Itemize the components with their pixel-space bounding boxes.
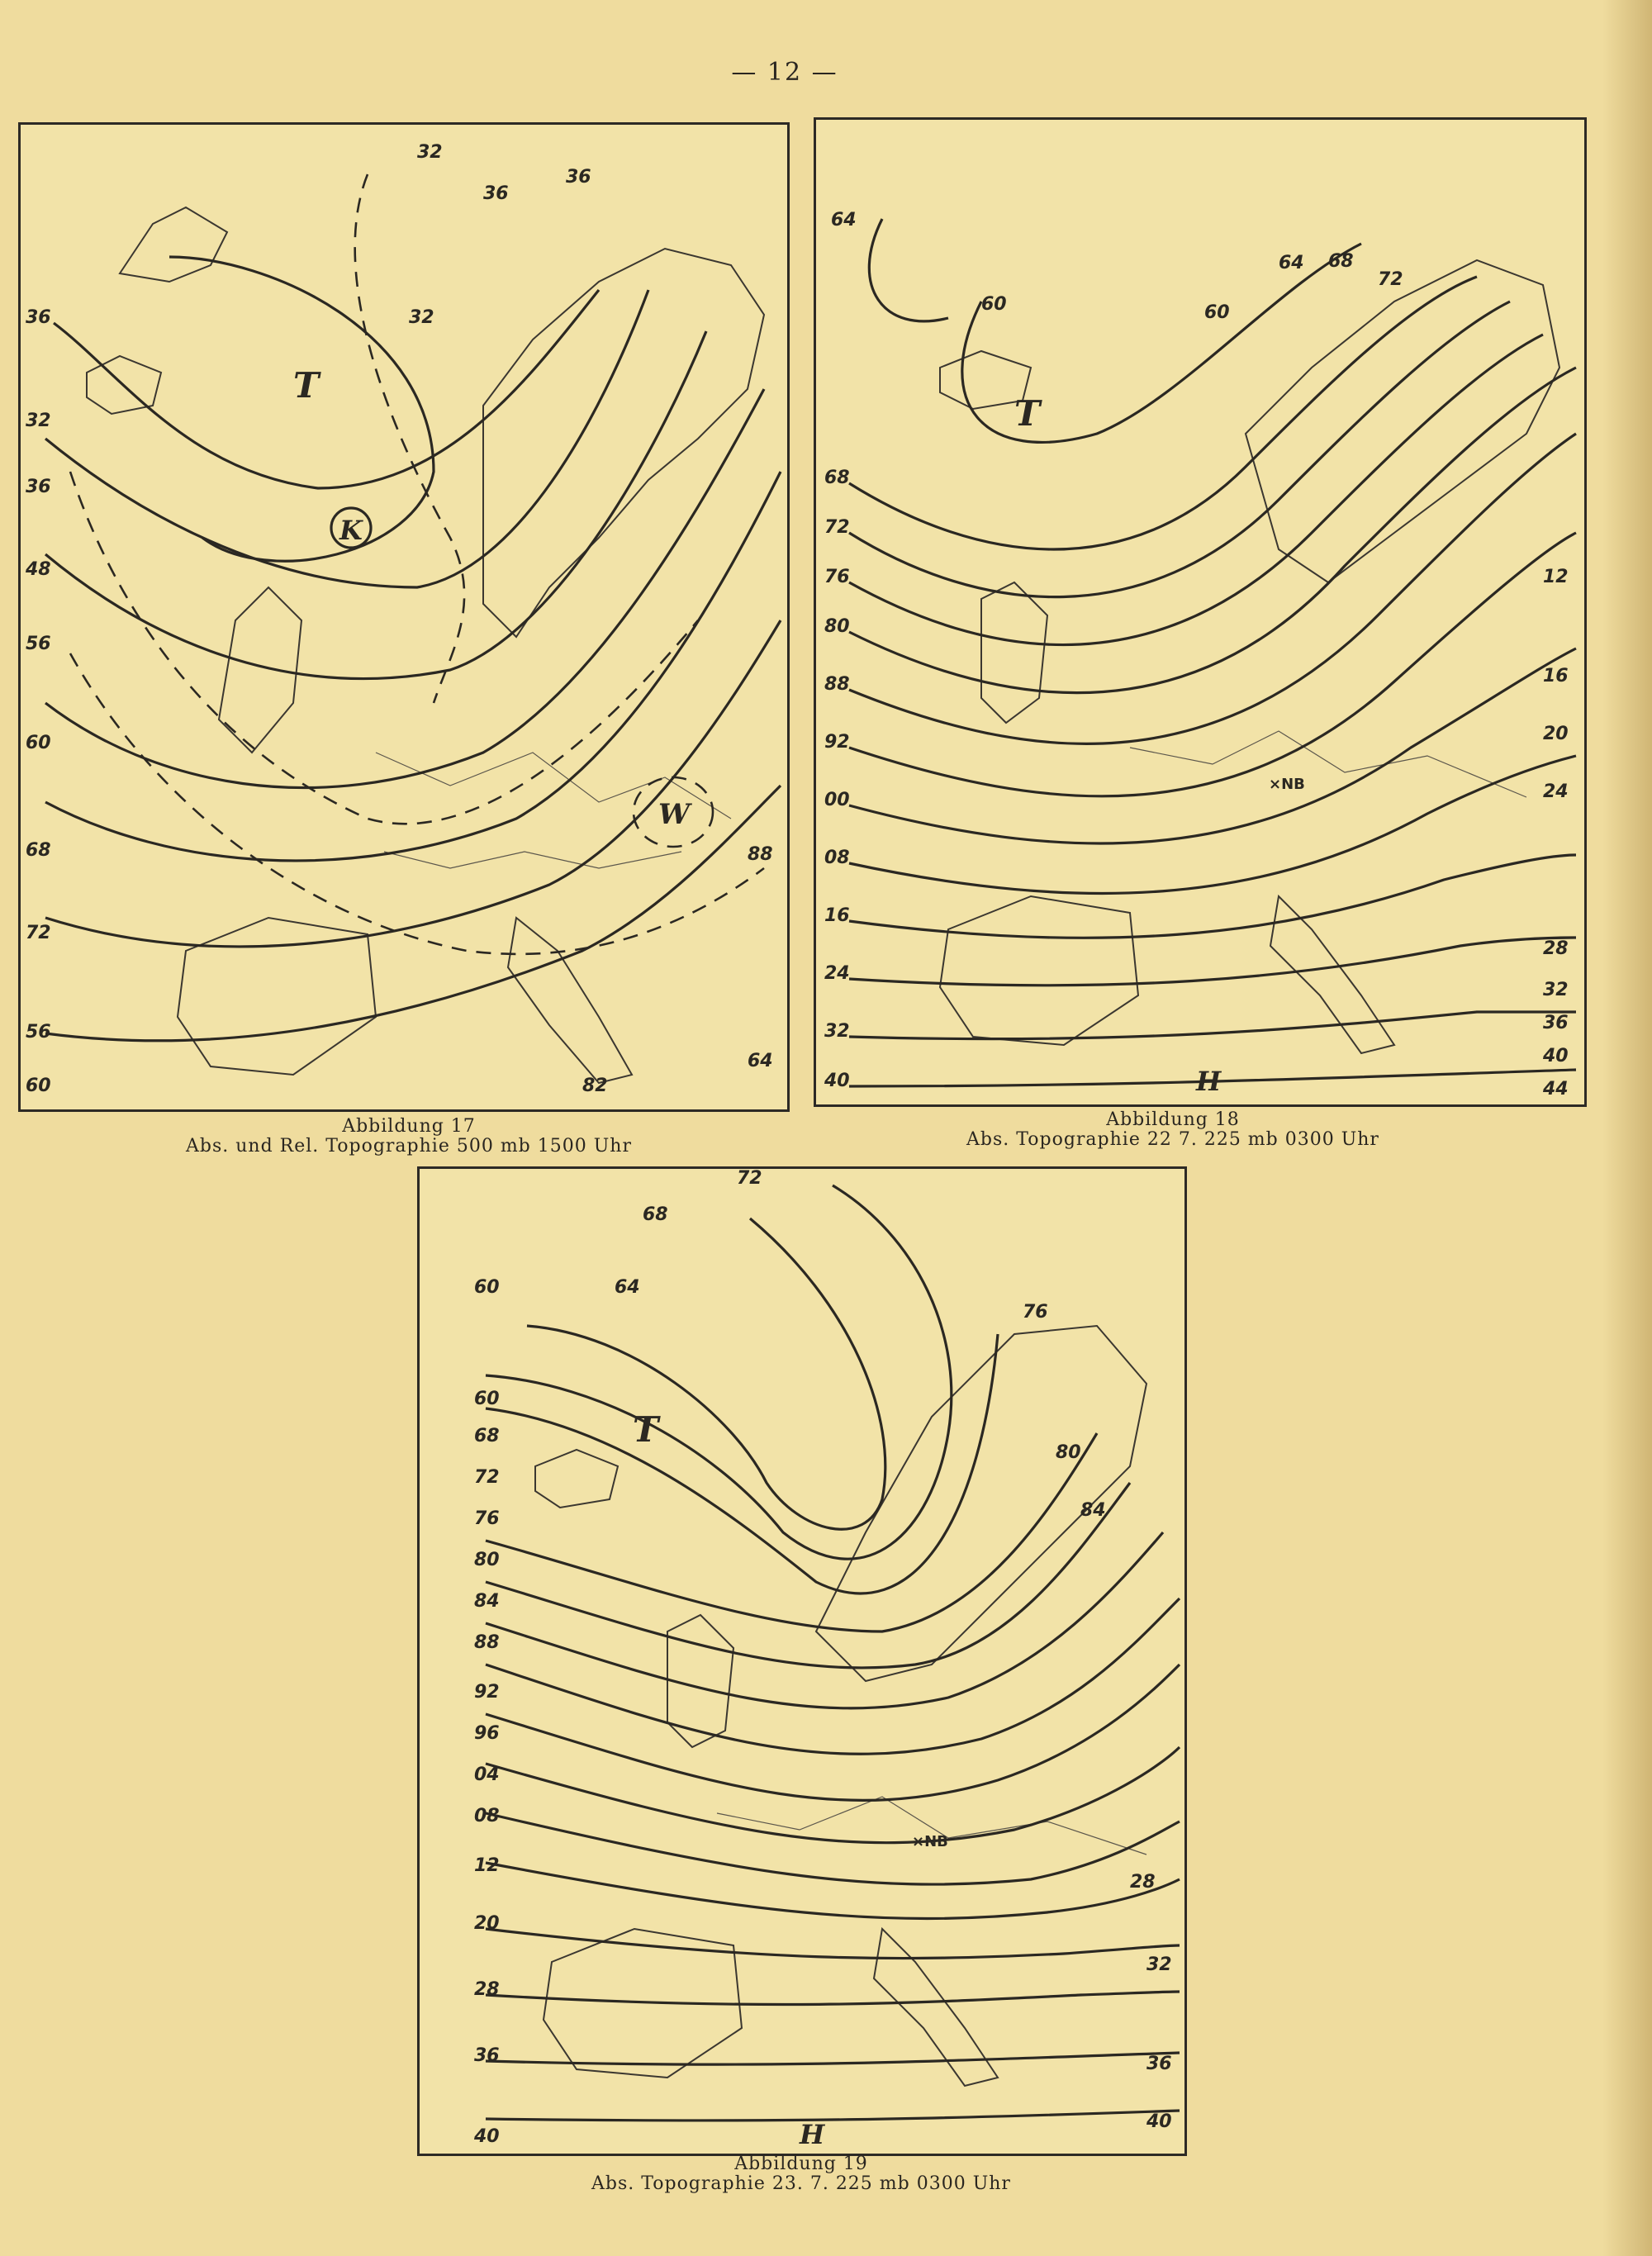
svg-text:96: 96 [474, 1723, 500, 1744]
svg-text:12: 12 [1543, 567, 1569, 587]
svg-text:80: 80 [1056, 1442, 1081, 1463]
svg-text:60: 60 [1204, 302, 1230, 323]
left-labels [824, 210, 857, 1091]
svg-text:36: 36 [26, 307, 51, 328]
svg-text:76: 76 [824, 567, 850, 587]
svg-text:72: 72 [824, 517, 850, 538]
svg-text:28: 28 [1130, 1872, 1156, 1893]
svg-text:80: 80 [474, 1550, 500, 1570]
svg-text:20: 20 [474, 1913, 500, 1934]
svg-text:88: 88 [748, 844, 773, 865]
svg-text:40: 40 [1543, 1046, 1569, 1066]
left-labels [473, 1277, 500, 2147]
figure-19-text: Abs. Topographie 23. 7. 225 mb 0300 Uhr [591, 2173, 1011, 2194]
svg-text:40: 40 [824, 1071, 850, 1091]
top-labels [615, 1169, 1106, 1521]
figure-19-svg [420, 1169, 1184, 2154]
svg-text:32: 32 [1543, 980, 1569, 1000]
svg-text:88: 88 [474, 1632, 500, 1653]
contour-labels [409, 142, 773, 1096]
low-pressure-symbol: T [1014, 393, 1041, 434]
svg-text:72: 72 [26, 923, 51, 943]
svg-text:36: 36 [1146, 2054, 1172, 2074]
svg-text:68: 68 [824, 468, 850, 488]
svg-text:36: 36 [483, 183, 509, 204]
svg-text:64: 64 [1279, 253, 1304, 273]
svg-text:68: 68 [1328, 251, 1354, 272]
svg-text:36: 36 [566, 167, 591, 188]
svg-text:60: 60 [474, 1389, 500, 1409]
figure-19-map [417, 1166, 1187, 2156]
svg-text:40: 40 [474, 2126, 500, 2147]
top-labels [981, 251, 1403, 323]
svg-text:00: 00 [824, 790, 850, 810]
svg-text:48: 48 [26, 559, 51, 580]
figure-17-map [18, 122, 790, 1112]
svg-text:24: 24 [1543, 781, 1569, 802]
svg-text:60: 60 [981, 294, 1007, 315]
right-labels [1542, 567, 1569, 1100]
figure-18-caption [925, 1110, 1421, 1150]
svg-text:72: 72 [474, 1467, 500, 1488]
svg-text:32: 32 [824, 1021, 850, 1042]
svg-text:56: 56 [26, 1022, 51, 1043]
figure-19-title: Abbildung 19 [734, 2154, 868, 2174]
svg-text:08: 08 [824, 848, 850, 868]
svg-text:16: 16 [1543, 666, 1569, 686]
svg-text:12: 12 [474, 1855, 500, 1876]
svg-text:68: 68 [474, 1426, 500, 1446]
figure-18-title: Abbildung 18 [1106, 1109, 1240, 1130]
high-pressure-symbol: H [800, 2119, 825, 2150]
svg-text:36: 36 [26, 477, 51, 497]
figure-18-svg [816, 120, 1584, 1104]
svg-text:92: 92 [474, 1682, 500, 1703]
station-marker: ×NB [912, 1833, 948, 1850]
svg-text:72: 72 [1378, 269, 1403, 290]
svg-text:08: 08 [474, 1806, 500, 1826]
svg-text:92: 92 [824, 732, 850, 753]
cold-symbol: K [339, 515, 363, 546]
page-number: — 12 — [731, 58, 838, 87]
svg-text:28: 28 [474, 1979, 500, 2000]
figure-17-svg [21, 125, 787, 1109]
station-marker: ×NB [1269, 776, 1305, 793]
svg-text:84: 84 [474, 1591, 500, 1612]
svg-text:24: 24 [824, 963, 850, 984]
svg-text:60: 60 [26, 733, 51, 753]
svg-text:60: 60 [474, 1277, 500, 1298]
low-pressure-symbol: T [633, 1409, 659, 1450]
figure-18-text: Abs. Topographie 22 7. 225 mb 0300 Uhr [966, 1129, 1379, 1150]
right-labels [1130, 1872, 1172, 2132]
figure-18-map [814, 117, 1587, 1107]
svg-text:36: 36 [1543, 1013, 1569, 1033]
svg-text:68: 68 [643, 1204, 668, 1225]
svg-text:64: 64 [831, 210, 857, 230]
svg-text:84: 84 [1080, 1500, 1106, 1521]
svg-text:28: 28 [1543, 938, 1569, 959]
low-pressure-symbol: T [293, 365, 320, 406]
svg-text:76: 76 [474, 1508, 500, 1529]
svg-text:16: 16 [824, 905, 850, 926]
svg-text:36: 36 [474, 2045, 500, 2066]
svg-text:32: 32 [409, 307, 434, 328]
svg-text:20: 20 [1543, 724, 1569, 744]
figure-17-text: Abs. und Rel. Topographie 500 mb 1500 Uhr [186, 1136, 632, 1156]
left-labels [25, 307, 51, 1096]
figure-17-title: Abbildung 17 [342, 1116, 476, 1137]
svg-text:72: 72 [737, 1169, 762, 1189]
high-pressure-symbol: H [1196, 1066, 1222, 1097]
svg-text:64: 64 [615, 1277, 640, 1298]
svg-text:64: 64 [748, 1051, 773, 1071]
figure-19-caption [553, 2154, 1049, 2194]
svg-text:32: 32 [26, 411, 51, 431]
svg-text:56: 56 [26, 634, 51, 654]
svg-text:44: 44 [1543, 1079, 1569, 1100]
svg-text:04: 04 [474, 1764, 500, 1785]
svg-text:76: 76 [1023, 1302, 1048, 1323]
svg-text:32: 32 [1146, 1954, 1172, 1975]
svg-text:88: 88 [824, 674, 850, 695]
svg-text:68: 68 [26, 840, 51, 861]
warm-symbol: W [658, 798, 691, 831]
page-edge-shadow [1602, 0, 1652, 2256]
svg-text:82: 82 [582, 1076, 608, 1096]
figure-17-caption [140, 1117, 677, 1156]
svg-text:32: 32 [417, 142, 443, 163]
svg-text:60: 60 [26, 1076, 51, 1096]
svg-text:80: 80 [824, 616, 850, 637]
svg-text:40: 40 [1146, 2111, 1172, 2132]
